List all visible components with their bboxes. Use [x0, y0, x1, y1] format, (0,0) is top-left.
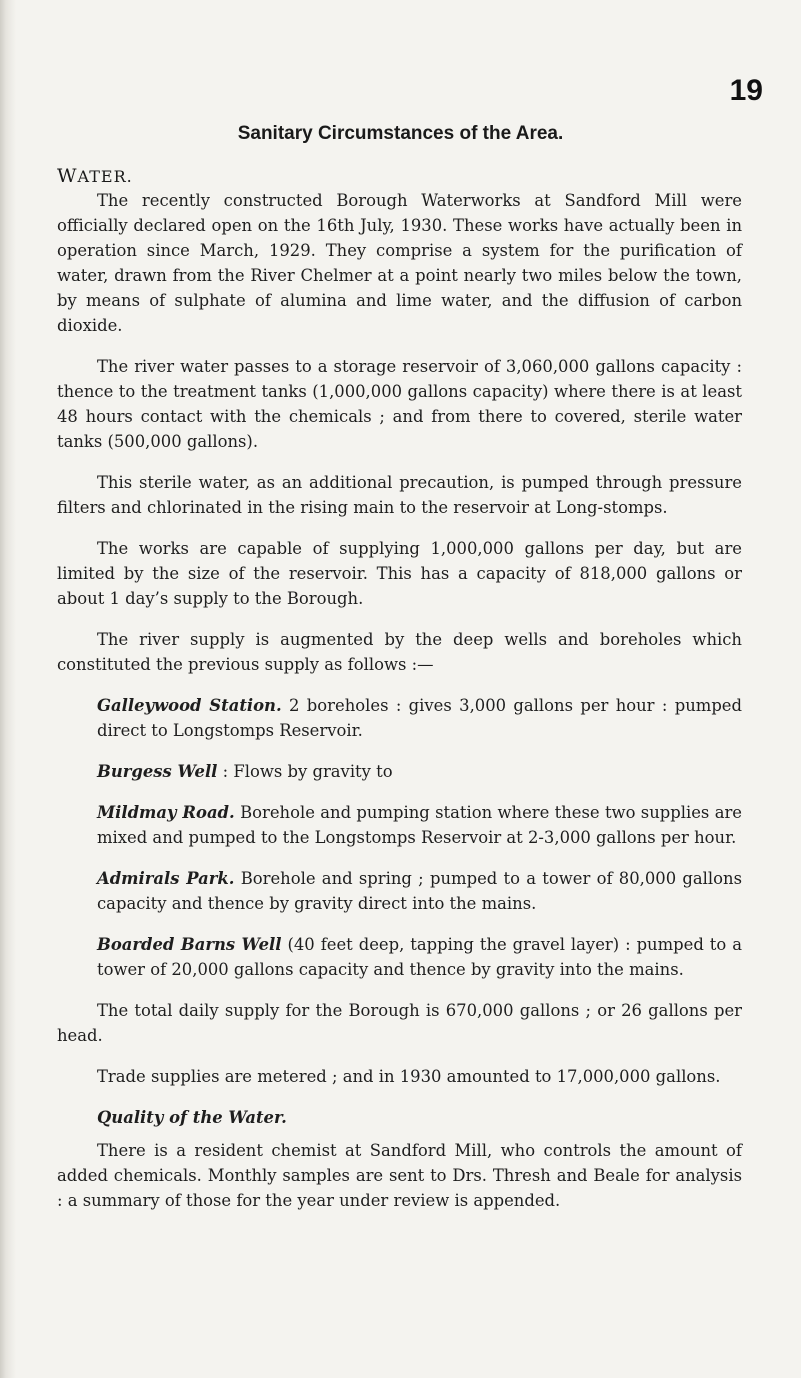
supply-text-admirals: Borehole and spring ; pumped to a tower of 80,000 gallons capacity and thence by gravity direct into the mains.: [97, 869, 742, 913]
supply-galleywood: [57, 693, 742, 743]
supply-boarded-barns: [57, 932, 742, 982]
supply-text-burgess: : Flows by gravity to: [217, 762, 393, 781]
paragraph-waterworks: The recently constructed Borough Waterworks at Sandford Mill were officially declared open on the 16th July, 1930. These works have actually been in operation since March, 1929. They comprise a system for the purification of water, drawn from the River Chelmer at a point nearly two miles below the town, by means of sulphate of alumina and lime water, and the diffusion of carbon dioxide.: [57, 191, 742, 335]
supply-admirals: [57, 866, 742, 916]
supply-name-mildmay: Mildmay Road.: [97, 803, 235, 822]
section-heading-initial: W: [57, 165, 78, 187]
supply-text-galleywood: 2 boreholes : gives 3,000 gallons per hour : pumped direct to Longstomps Reservoir.: [97, 696, 743, 740]
page-number: 19: [729, 74, 763, 107]
document-body: [57, 188, 742, 1229]
page-binding-edge: [0, 0, 16, 1378]
paragraph-sterile-water: This sterile water, as an additional precaution, is pumped through pressure filters and chlorinated in the rising main to the reservoir at Long-stomps.: [57, 473, 742, 517]
paragraph-total-supply: The total daily supply for the Borough is 670,000 gallons ; or 26 gallons per head.: [57, 1001, 742, 1045]
paragraph-quality: There is a resident chemist at Sandford Mill, who controls the amount of added chemicals. Monthly samples are sent to Drs. Thresh and Beale for analysis : a summary of those for the year under review is appended.: [57, 1141, 742, 1210]
supply-name-boarded-barns: Boarded Barns Well: [97, 935, 282, 954]
subheading-quality: Quality of the Water.: [97, 1108, 287, 1127]
supply-burgess: [57, 759, 742, 784]
paragraph-capacity: The works are capable of supplying 1,000,000 gallons per day, but are limited by the size of the reservoir. This has a capacity of 818,000 gallons or about 1 day’s supply to the Borough.: [57, 539, 742, 608]
page-title: Sanitary Circumstances of the Area.: [237, 123, 564, 144]
paragraph-storage: The river water passes to a storage reservoir of 3,060,000 gallons capacity : thence to the treatment tanks (1,000,000 gallons capacity) where there is at least 48 hours contact with the chemicals ; and from there to covered, sterile water tanks (500,000 gallons).: [57, 357, 742, 451]
supply-name-admirals: Admirals Park.: [97, 869, 235, 888]
section-heading-water: [57, 165, 133, 187]
paragraph-river-supply: The river supply is augmented by the deep wells and boreholes which constituted the previous supply as follows :—: [57, 630, 742, 674]
supply-mildmay: [57, 800, 742, 850]
paragraph-trade-supplies: Trade supplies are metered ; and in 1930 amounted to 17,000,000 gallons.: [97, 1067, 721, 1086]
section-heading-rest: ATER.: [77, 167, 133, 186]
supply-text-boarded-barns: (40 feet deep, tapping the gravel layer) : pumped to a tower of 20,000 gallons capacity and thence by gravity into the mains.: [97, 935, 742, 979]
supply-text-mildmay: Borehole and pumping station where these two supplies are mixed and pumped to the Longstomps Reservoir at 2-3,000 gallons per hour.: [97, 803, 742, 847]
supply-name-burgess: Burgess Well: [97, 762, 218, 781]
supply-name-galleywood: Galleywood Station.: [97, 696, 282, 715]
